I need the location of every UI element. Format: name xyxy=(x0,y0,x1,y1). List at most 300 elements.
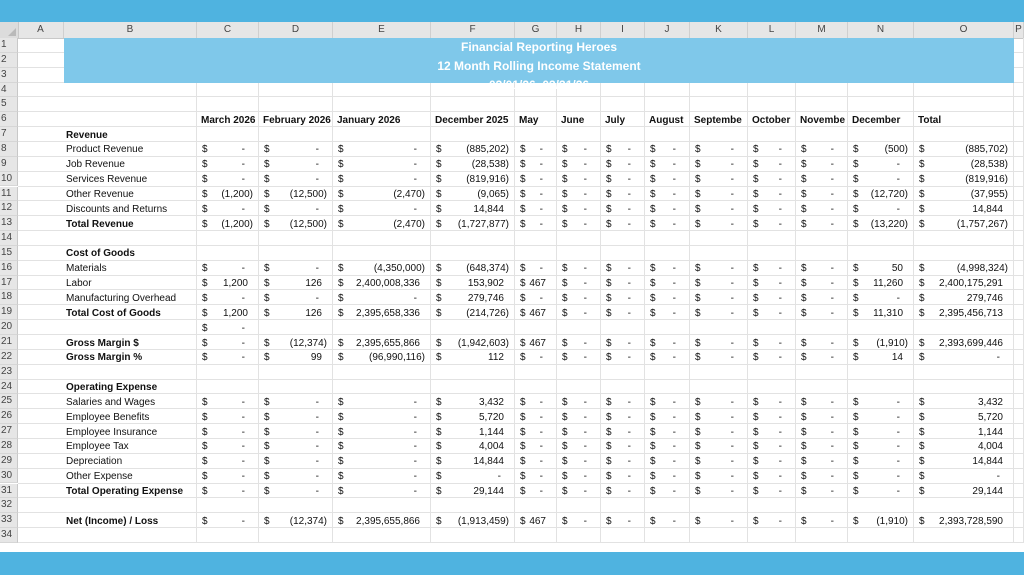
value-cell: - xyxy=(730,189,734,200)
currency-symbol: $ xyxy=(520,203,526,215)
value-cell: - xyxy=(583,426,587,438)
currency-symbol: $ xyxy=(436,263,442,275)
currency-symbol: $ xyxy=(919,411,925,423)
value-cell: - xyxy=(583,411,587,423)
row-header-3[interactable]: 3 xyxy=(0,68,18,83)
column-header-f[interactable]: F xyxy=(431,22,515,38)
value-cell: - xyxy=(830,307,834,319)
row-header-10[interactable]: 10 xyxy=(0,172,18,187)
currency-symbol: $ xyxy=(919,144,925,156)
value-cell: - xyxy=(627,189,631,200)
currency-symbol: $ xyxy=(801,337,807,349)
currency-symbol: $ xyxy=(695,515,701,527)
column-header-j[interactable]: J xyxy=(645,22,690,38)
currency-symbol: $ xyxy=(562,263,568,275)
column-header-p[interactable]: P xyxy=(1014,22,1024,38)
currency-symbol: $ xyxy=(606,203,612,215)
currency-symbol: $ xyxy=(853,189,859,200)
currency-symbol: $ xyxy=(753,456,759,468)
value-cell: - xyxy=(830,292,834,304)
currency-symbol: $ xyxy=(753,441,759,453)
row-header-5[interactable]: 5 xyxy=(0,97,18,112)
currency-symbol: $ xyxy=(801,292,807,304)
value-cell: - xyxy=(627,486,631,497)
value-cell: - xyxy=(583,352,587,364)
value-cell: - xyxy=(241,352,245,364)
currency-symbol: $ xyxy=(202,144,208,156)
currency-symbol: $ xyxy=(562,426,568,438)
currency-symbol: $ xyxy=(202,159,208,171)
value-cell: - xyxy=(627,278,631,290)
currency-symbol: $ xyxy=(520,337,526,349)
value-cell: - xyxy=(413,471,417,483)
currency-symbol: $ xyxy=(562,441,568,453)
value-cell: - xyxy=(627,174,631,186)
value-cell: (12,500) xyxy=(289,189,327,200)
currency-symbol: $ xyxy=(853,292,859,304)
currency-symbol: $ xyxy=(753,426,759,438)
value-cell: - xyxy=(672,471,676,483)
currency-symbol: $ xyxy=(562,189,568,200)
currency-symbol: $ xyxy=(695,263,701,275)
currency-symbol: $ xyxy=(753,263,759,275)
currency-symbol: $ xyxy=(695,396,701,408)
row-header-16[interactable]: 16 xyxy=(0,261,18,276)
currency-symbol: $ xyxy=(436,471,442,483)
value-cell: - xyxy=(672,189,676,200)
value-cell: - xyxy=(830,278,834,290)
row-label: Services Revenue xyxy=(66,174,148,186)
currency-symbol: $ xyxy=(853,278,859,290)
currency-symbol: $ xyxy=(919,292,925,304)
value-cell: - xyxy=(672,218,676,230)
row-label: Salaries and Wages xyxy=(66,396,156,408)
value-cell: - xyxy=(730,263,734,275)
currency-symbol: $ xyxy=(919,426,925,438)
value-cell: 112 xyxy=(488,352,504,364)
currency-symbol: $ xyxy=(338,203,344,215)
value-cell: 2,395,658,336 xyxy=(356,307,420,319)
value-cell: (819,916) xyxy=(965,174,1008,186)
currency-symbol: $ xyxy=(562,515,568,527)
value-cell: - xyxy=(413,292,417,304)
value-cell: 126 xyxy=(305,307,322,319)
currency-symbol: $ xyxy=(562,292,568,304)
currency-symbol: $ xyxy=(202,515,208,527)
column-header-b[interactable]: B xyxy=(64,22,197,38)
value-cell: - xyxy=(315,471,319,483)
value-cell: - xyxy=(627,396,631,408)
value-cell: - xyxy=(627,292,631,304)
value-cell: - xyxy=(672,278,676,290)
currency-symbol: $ xyxy=(853,352,859,364)
row-label: Manufacturing Overhead xyxy=(66,292,177,304)
value-cell: - xyxy=(539,292,543,304)
value-cell: - xyxy=(830,426,834,438)
value-cell: - xyxy=(830,471,834,483)
value-cell: (1,757,267) xyxy=(956,218,1008,230)
currency-symbol: $ xyxy=(562,307,568,319)
currency-symbol: $ xyxy=(338,144,344,156)
currency-symbol: $ xyxy=(650,278,656,290)
row-header-26[interactable]: 26 xyxy=(0,409,18,424)
value-cell: (4,998,324) xyxy=(956,263,1008,275)
value-cell: - xyxy=(539,441,543,453)
row-header-18[interactable]: 18 xyxy=(0,290,18,305)
value-cell: - xyxy=(996,352,1000,364)
value-cell: - xyxy=(539,396,543,408)
value-cell: - xyxy=(778,337,782,349)
value-cell: - xyxy=(896,159,900,171)
row-header-8[interactable]: 8 xyxy=(0,142,18,157)
row-label: Total Cost of Goods xyxy=(66,307,161,319)
currency-symbol: $ xyxy=(695,174,701,186)
row-label: Gross Margin % xyxy=(66,352,143,364)
row-header-34[interactable]: 34 xyxy=(0,528,18,543)
row-header-14[interactable]: 14 xyxy=(0,231,18,246)
column-header-e[interactable]: E xyxy=(333,22,431,38)
value-cell: - xyxy=(539,189,543,200)
value-cell: - xyxy=(241,292,245,304)
currency-symbol: $ xyxy=(520,426,526,438)
value-cell: - xyxy=(778,515,782,527)
column-title: August xyxy=(649,115,684,127)
currency-symbol: $ xyxy=(753,396,759,408)
value-cell: - xyxy=(830,189,834,200)
value-cell: - xyxy=(730,203,734,215)
currency-symbol: $ xyxy=(753,352,759,364)
row-header-25[interactable]: 25 xyxy=(0,394,18,409)
row-label: Employee Insurance xyxy=(66,426,158,438)
value-cell: - xyxy=(241,426,245,438)
spreadsheet-grid[interactable] xyxy=(0,22,1024,552)
currency-symbol: $ xyxy=(436,396,442,408)
row-header-7[interactable]: 7 xyxy=(0,127,18,142)
currency-symbol: $ xyxy=(606,278,612,290)
currency-symbol: $ xyxy=(202,426,208,438)
column-title: Novembe xyxy=(800,115,846,127)
currency-symbol: $ xyxy=(753,218,759,230)
currency-symbol: $ xyxy=(606,263,612,275)
column-title: July xyxy=(605,115,626,127)
currency-symbol: $ xyxy=(264,352,270,364)
row-header-12[interactable]: 12 xyxy=(0,201,18,216)
value-cell: - xyxy=(730,159,734,171)
value-cell: (9,065) xyxy=(477,189,509,200)
value-cell: - xyxy=(778,144,782,156)
value-cell: 153,902 xyxy=(467,278,504,290)
currency-symbol: $ xyxy=(801,174,807,186)
currency-symbol: $ xyxy=(695,203,701,215)
value-cell: - xyxy=(497,471,501,483)
row-header-31[interactable]: 31 xyxy=(0,484,18,499)
value-cell: - xyxy=(315,263,319,275)
value-cell: (1,200) xyxy=(221,218,253,230)
currency-symbol: $ xyxy=(919,471,925,483)
value-cell: - xyxy=(315,144,319,156)
currency-symbol: $ xyxy=(695,218,701,230)
value-cell: - xyxy=(830,411,834,423)
value-cell: (1,200) xyxy=(221,189,253,200)
row-label: Cost of Goods xyxy=(66,248,135,260)
currency-symbol: $ xyxy=(338,515,344,527)
row-header-28[interactable]: 28 xyxy=(0,439,18,454)
currency-symbol: $ xyxy=(562,159,568,171)
currency-symbol: $ xyxy=(202,278,208,290)
value-cell: (4,350,000) xyxy=(373,263,425,275)
currency-symbol: $ xyxy=(853,337,859,349)
column-header-i[interactable]: I xyxy=(601,22,645,38)
currency-symbol: $ xyxy=(520,396,526,408)
column-header-a[interactable]: A xyxy=(18,22,64,38)
row-header-1[interactable]: 1 xyxy=(0,38,18,53)
currency-symbol: $ xyxy=(202,396,208,408)
value-cell: - xyxy=(539,174,543,186)
value-cell: - xyxy=(830,203,834,215)
value-cell: - xyxy=(627,144,631,156)
value-cell: - xyxy=(778,278,782,290)
value-cell: - xyxy=(778,396,782,408)
row-header-20[interactable]: 20 xyxy=(0,320,18,335)
row-label: Operating Expense xyxy=(66,382,158,394)
value-cell: - xyxy=(241,159,245,171)
value-cell: - xyxy=(896,456,900,468)
value-cell: - xyxy=(583,218,587,230)
value-cell: 50 xyxy=(891,263,903,275)
currency-symbol: $ xyxy=(919,515,925,527)
column-header-k[interactable]: K xyxy=(690,22,748,38)
currency-symbol: $ xyxy=(338,486,344,497)
value-cell: - xyxy=(778,486,782,497)
select-all-button[interactable] xyxy=(0,22,19,38)
row-header-29[interactable]: 29 xyxy=(0,454,18,469)
currency-symbol: $ xyxy=(264,307,270,319)
currency-symbol: $ xyxy=(695,471,701,483)
value-cell: - xyxy=(413,426,417,438)
currency-symbol: $ xyxy=(436,515,442,527)
row-header-17[interactable]: 17 xyxy=(0,276,18,291)
value-cell: 99 xyxy=(310,352,322,364)
currency-symbol: $ xyxy=(853,486,859,497)
value-cell: - xyxy=(730,307,734,319)
value-cell: 2,395,655,866 xyxy=(356,515,420,527)
row-label: Other Expense xyxy=(66,471,133,483)
column-title: March 2026 xyxy=(201,115,256,127)
currency-symbol: $ xyxy=(853,441,859,453)
column-header-n[interactable]: N xyxy=(848,22,914,38)
currency-symbol: $ xyxy=(202,322,208,334)
row-header-13[interactable]: 13 xyxy=(0,216,18,231)
row-label: Depreciation xyxy=(66,456,123,468)
value-cell: - xyxy=(315,426,319,438)
value-cell: - xyxy=(730,486,734,497)
currency-symbol: $ xyxy=(801,278,807,290)
row-header-33[interactable]: 33 xyxy=(0,513,18,528)
row-header-6[interactable]: 6 xyxy=(0,112,18,127)
value-cell: - xyxy=(241,144,245,156)
value-cell: - xyxy=(730,352,734,364)
row-header-22[interactable]: 22 xyxy=(0,350,18,365)
row-label: Total Operating Expense xyxy=(66,486,184,497)
row-header-19[interactable]: 19 xyxy=(0,305,18,320)
currency-symbol: $ xyxy=(753,307,759,319)
value-cell: - xyxy=(315,411,319,423)
value-cell: - xyxy=(672,337,676,349)
value-cell: - xyxy=(730,396,734,408)
value-cell: - xyxy=(830,441,834,453)
currency-symbol: $ xyxy=(853,144,859,156)
currency-symbol: $ xyxy=(202,486,208,497)
currency-symbol: $ xyxy=(801,441,807,453)
currency-symbol: $ xyxy=(650,263,656,275)
value-cell: (885,702) xyxy=(965,144,1008,156)
currency-symbol: $ xyxy=(650,292,656,304)
currency-symbol: $ xyxy=(695,426,701,438)
value-cell: - xyxy=(583,292,587,304)
value-cell: 29,144 xyxy=(473,486,504,497)
row-header-32[interactable]: 32 xyxy=(0,498,18,513)
currency-symbol: $ xyxy=(919,278,925,290)
currency-symbol: $ xyxy=(202,292,208,304)
value-cell: - xyxy=(627,203,631,215)
currency-symbol: $ xyxy=(753,203,759,215)
currency-symbol: $ xyxy=(753,486,759,497)
row-header-27[interactable]: 27 xyxy=(0,424,18,439)
currency-symbol: $ xyxy=(753,411,759,423)
currency-symbol: $ xyxy=(264,292,270,304)
currency-symbol: $ xyxy=(695,189,701,200)
currency-symbol: $ xyxy=(650,352,656,364)
currency-symbol: $ xyxy=(520,352,526,364)
row-header-2[interactable]: 2 xyxy=(0,53,18,68)
value-cell: - xyxy=(539,426,543,438)
currency-symbol: $ xyxy=(436,352,442,364)
currency-symbol: $ xyxy=(606,486,612,497)
column-header-c[interactable]: C xyxy=(197,22,259,38)
value-cell: - xyxy=(627,263,631,275)
currency-symbol: $ xyxy=(436,218,442,230)
value-cell: - xyxy=(241,441,245,453)
currency-symbol: $ xyxy=(606,307,612,319)
row-header-4[interactable]: 4 xyxy=(0,83,18,98)
value-cell: - xyxy=(627,456,631,468)
currency-symbol: $ xyxy=(753,292,759,304)
currency-symbol: $ xyxy=(695,144,701,156)
value-cell: - xyxy=(672,411,676,423)
value-cell: - xyxy=(539,159,543,171)
value-cell: - xyxy=(241,174,245,186)
value-cell: - xyxy=(583,144,587,156)
value-cell: 467 xyxy=(529,337,546,349)
row-header-30[interactable]: 30 xyxy=(0,469,18,484)
value-cell: - xyxy=(627,441,631,453)
currency-symbol: $ xyxy=(801,411,807,423)
currency-symbol: $ xyxy=(562,144,568,156)
value-cell: - xyxy=(539,471,543,483)
row-label: Net (Income) / Loss xyxy=(66,515,159,527)
currency-symbol: $ xyxy=(606,352,612,364)
currency-symbol: $ xyxy=(753,144,759,156)
currency-symbol: $ xyxy=(338,174,344,186)
currency-symbol: $ xyxy=(338,411,344,423)
value-cell: - xyxy=(830,396,834,408)
value-cell: - xyxy=(627,352,631,364)
currency-symbol: $ xyxy=(650,159,656,171)
currency-symbol: $ xyxy=(801,203,807,215)
value-cell: - xyxy=(539,352,543,364)
currency-symbol: $ xyxy=(202,189,208,200)
row-header-23[interactable]: 23 xyxy=(0,365,18,380)
value-cell: - xyxy=(627,426,631,438)
value-cell: - xyxy=(583,307,587,319)
row-header-9[interactable]: 9 xyxy=(0,157,18,172)
row-header-11[interactable]: 11 xyxy=(0,187,18,202)
value-cell: - xyxy=(583,337,587,349)
currency-symbol: $ xyxy=(650,144,656,156)
column-title: June xyxy=(561,115,585,127)
value-cell: - xyxy=(241,203,245,215)
currency-symbol: $ xyxy=(919,174,925,186)
column-header-g[interactable]: G xyxy=(515,22,557,38)
value-cell: (13,220) xyxy=(870,218,908,230)
column-header-l[interactable]: L xyxy=(748,22,796,38)
value-cell: - xyxy=(672,203,676,215)
currency-symbol: $ xyxy=(606,396,612,408)
row-label: Employee Benefits xyxy=(66,411,150,423)
value-cell: 4,004 xyxy=(478,441,504,453)
row-header-24[interactable]: 24 xyxy=(0,380,18,395)
currency-symbol: $ xyxy=(650,307,656,319)
column-header-m[interactable]: M xyxy=(796,22,848,38)
currency-symbol: $ xyxy=(338,189,344,200)
row-label: Total Revenue xyxy=(66,218,134,230)
row-header-15[interactable]: 15 xyxy=(0,246,18,261)
value-cell: 29,144 xyxy=(972,486,1003,497)
currency-symbol: $ xyxy=(919,337,925,349)
value-cell: 4,004 xyxy=(977,441,1003,453)
value-cell: - xyxy=(315,486,319,497)
currency-symbol: $ xyxy=(520,515,526,527)
value-cell: - xyxy=(778,471,782,483)
row-label: Gross Margin $ xyxy=(66,337,139,349)
currency-symbol: $ xyxy=(520,411,526,423)
currency-symbol: $ xyxy=(801,486,807,497)
currency-symbol: $ xyxy=(338,396,344,408)
value-cell: - xyxy=(672,263,676,275)
value-cell: (12,500) xyxy=(289,218,327,230)
value-cell: - xyxy=(539,486,543,497)
value-cell: 1,144 xyxy=(478,426,504,438)
column-header-d[interactable]: D xyxy=(259,22,333,38)
column-header-h[interactable]: H xyxy=(557,22,601,38)
currency-symbol: $ xyxy=(606,159,612,171)
value-cell: - xyxy=(315,203,319,215)
currency-symbol: $ xyxy=(520,189,526,200)
currency-symbol: $ xyxy=(853,396,859,408)
currency-symbol: $ xyxy=(338,456,344,468)
currency-symbol: $ xyxy=(919,263,925,275)
value-cell: - xyxy=(315,396,319,408)
column-header-o[interactable]: O xyxy=(914,22,1014,38)
currency-symbol: $ xyxy=(202,218,208,230)
value-cell: - xyxy=(730,515,734,527)
value-cell: - xyxy=(672,486,676,497)
row-header-21[interactable]: 21 xyxy=(0,335,18,350)
value-cell: 14,844 xyxy=(473,203,504,215)
value-cell: - xyxy=(778,441,782,453)
value-cell: - xyxy=(730,441,734,453)
currency-symbol: $ xyxy=(202,203,208,215)
